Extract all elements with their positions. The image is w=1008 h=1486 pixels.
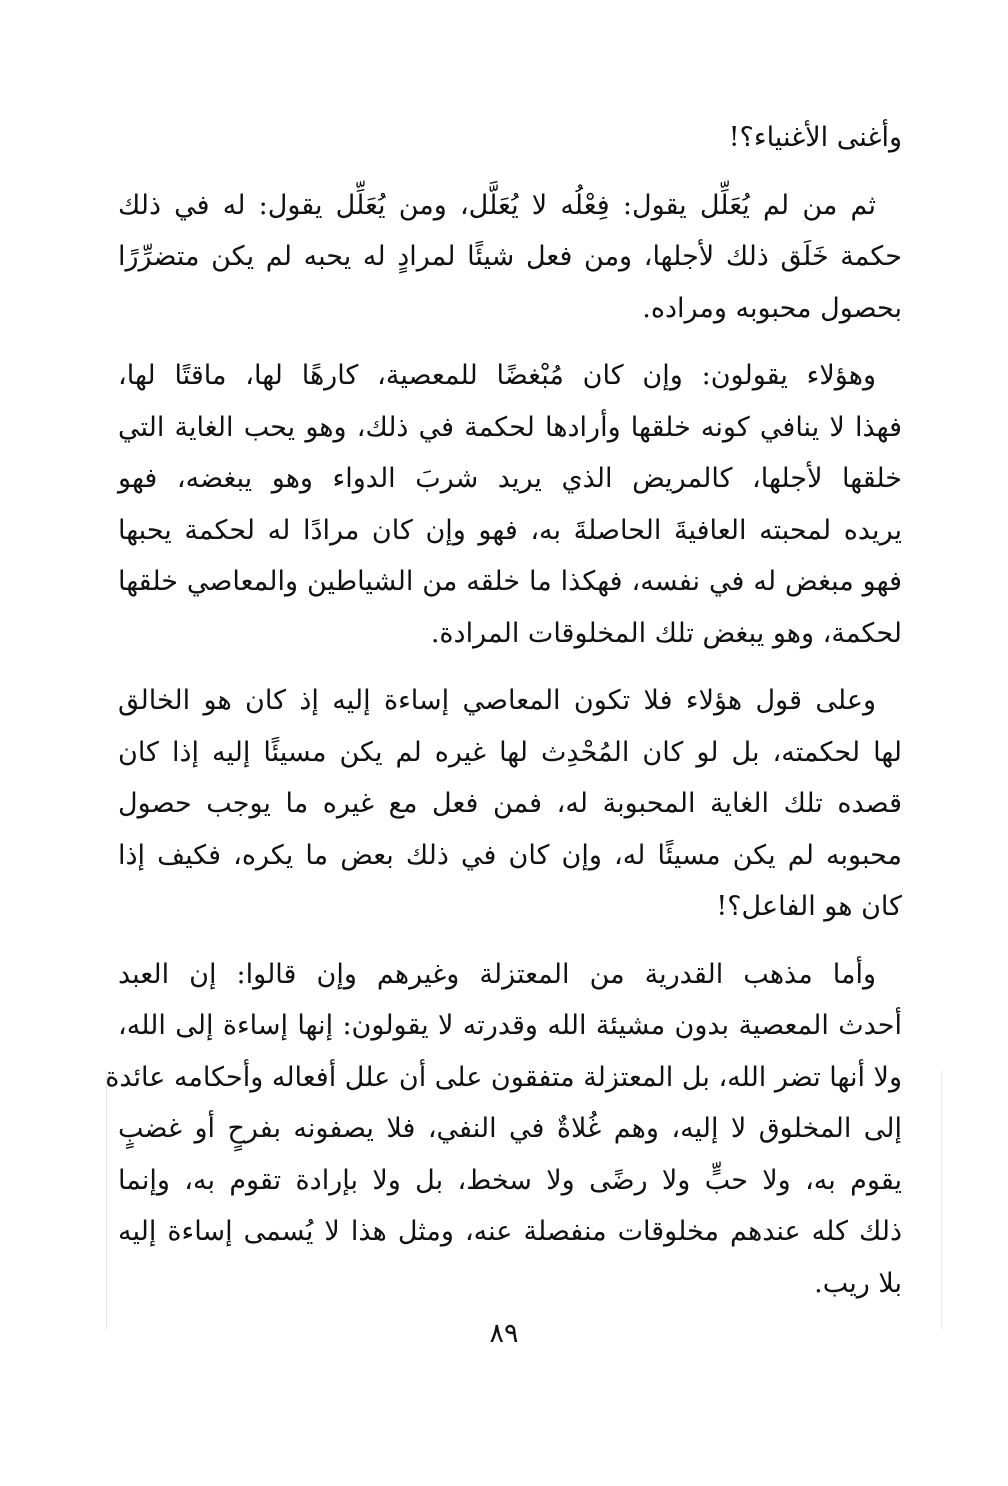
- text-line: يقوم به، ولا حبٍّ ولا رضًى ولا سخط، بل ولا بإرادة تقوم به، وإنما: [118, 1164, 902, 1196]
- text-line: وأما مذهب القدرية من المعتزلة وغيرهم وإن قالوا: إن العبد: [118, 958, 876, 990]
- text-line: حكمة خَلَق ذلك لأجلها، ومن فعل شيئًا لمرادٍ له يحبه لم يكن متضرِّرًا: [118, 241, 902, 272]
- text-line: لحكمة، وهو يبغض تلك المخلوقات المرادة.: [430, 617, 902, 649]
- paragraph: [105, 949, 902, 1310]
- text-line: فهو مبغض له في نفسه، فهكذا ما خلقه من الشياطين والمعاصي خلقها: [118, 566, 902, 597]
- paragraph: [118, 180, 902, 335]
- scan-margin-line-right: [941, 1070, 942, 1330]
- text-line: ذلك كله عندهم مخلوقات منفصلة عنه، ومثل هذا لا يُسمى إساءة إليه: [118, 1216, 902, 1247]
- text-line: محبوبه لم يكن مسيئًا له، وإن كان في ذلك بعض ما يكره، فكيف إذا: [118, 839, 902, 871]
- text-line: وهؤلاء يقولون: وإن كان مُبْغضًا للمعصية، كارهًا لها، ماقتًا لها،: [118, 360, 876, 391]
- page-number: ٨٩: [489, 1318, 519, 1349]
- paragraph: [118, 112, 902, 164]
- scan-margin-line-left: [106, 1070, 107, 1330]
- text-line: أحدث المعصية بدون مشيئة الله وقدرته لا يقولون: إنها إساءة إلى الله،: [118, 1010, 902, 1041]
- text-line: وأغنى الأغنياء؟!: [728, 122, 902, 153]
- paragraph: [118, 675, 902, 933]
- text-line: خلقها لأجلها، كالمريض الذي يريد شربَ الدواء وهو يبغضه، فهو: [118, 463, 902, 494]
- text-line: ثم من لم يُعَلِّل يقول: فِعْلُه لا يُعَلَّل، ومن يُعَلِّل يقول: له في ذلك: [118, 189, 876, 221]
- text-line: قصده تلك الغاية المحبوبة له، فمن فعل مع غيره ما يوجب حصول: [118, 788, 902, 819]
- text-line: إلى المخلوق لا إليه، وهم غُلاةٌ في النفي، فلا يصفونه بفرحٍ أو غضبٍ: [118, 1113, 902, 1144]
- text-line: وعلى قول هؤلاء فلا تكون المعاصي إساءة إليه إذ كان هو الخالق: [118, 685, 876, 716]
- text-line: بلا ريب.: [814, 1267, 902, 1299]
- text-line: لها لحكمته، بل لو كان المُحْدِث لها غيره لم يكن مسيئًا إليه إذا كان: [118, 736, 902, 768]
- text-line: كان هو الفاعل؟!: [716, 891, 902, 922]
- body-text: [105, 112, 902, 1325]
- text-line: فهذا لا ينافي كونه خلقها وأرادها لحكمة في ذلك، وهو يحب الغاية التي: [118, 411, 902, 443]
- text-line: ولا أنها تضر الله، بل المعتزلة متفقون على أن علل أفعاله وأحكامه عائدة: [105, 1061, 902, 1093]
- text-line: بحصول محبوبه ومراده.: [642, 292, 902, 324]
- paragraph: [118, 350, 902, 659]
- text-line: يريده لمحبته العافيةَ الحاصلةَ به، فهو وإن كان مرادًا له لحكمة يحبها: [118, 514, 902, 546]
